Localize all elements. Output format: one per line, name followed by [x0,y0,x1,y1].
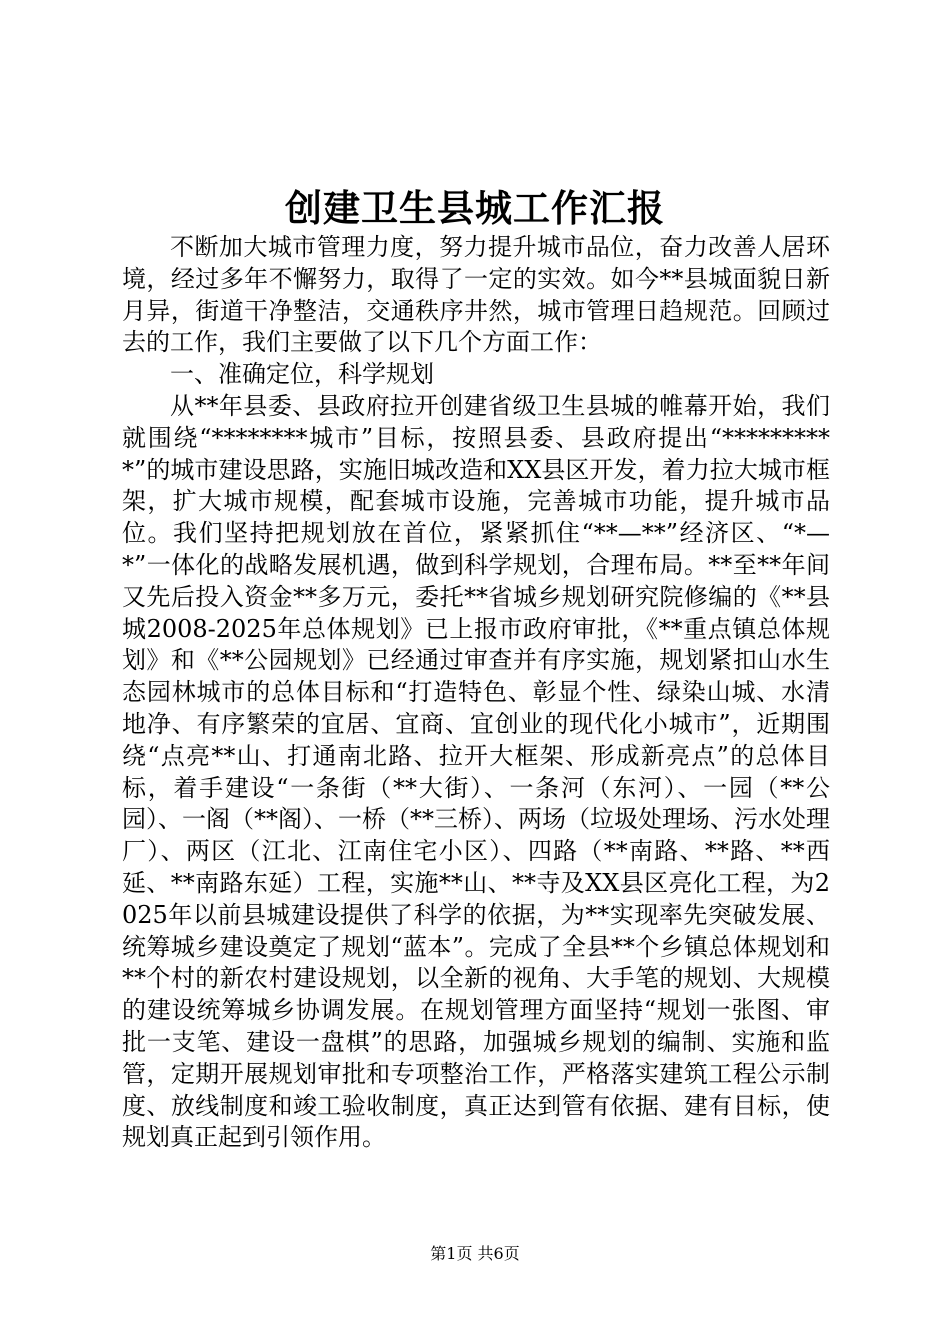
document-body [122,232,830,1154]
section-heading: 一、准确定位，科学规划 [170,360,434,389]
document-title: 创建卫生县城工作汇报 [285,186,665,230]
section-paragraph: 从**年县委、县政府拉开创建省级卫生县城的帷幕开始，我们就围绕“********城市”目标，按照县委、县政府提出“**********”的城市建设思路，实施旧城改造和XX县区开发，着力拉大城市框架，扩大城市规模，配套城市设施，完善城市功能，提升城市品位。我们坚持把规划放在首位，紧紧抓住“**—**”经济区、“*—*”一体化的战略发展机遇，做到科学规划，合理布局。**至**年间又先后投入资金**多万元，委托**省城乡规划研究院修编的《**县城2008-2025年总体规划》已上报市政府审批，《**重点镇总体规划》和《**公园规划》已经通过审查并有序实施，规划紧扣山水生态园林城市的总体目标和“打造特色、彰显个性、绿染山城、水清地净、有序繁荣的宜居、宜商、宜创业的现代化小城市”，近期围绕“点亮**山、打通南北路、拉开大框架、形成新亮点”的总体目标，着手建设“一条街（**大街）、一条河（东河）、一园（**公园）、一阁（**阁）、一桥（**三桥）、两场（垃圾处理场、污水处理厂）、两区（江北、江南住宅小区）、四路（**南路、**路、**西延、**南路东延）工程，实施**山、**寺及XX县区亮化工程，为2025年以前县城建设提供了科学的依据，为**实现率先突破发展、统筹城乡建设奠定了规划“蓝本”。完成了全县**个乡镇总体规划和**个村的新农村建设规划，以全新的视角、大手笔的规划、大规模的建设统筹城乡协调发展。在规划管理方面坚持“规划一张图、审批一支笔、建设一盘棋”的思路，加强城乡规划的编制、实施和监管，定期开展规划审批和专项整治工作，严格落实建筑工程公示制度、放线制度和竣工验收制度，真正达到管有依据、建有目标，使规划真正起到引领作用。 [122,391,830,1152]
intro-paragraph: 不断加大城市管理力度，努力提升城市品位，奋力改善人居环境，经过多年不懈努力，取得了一定的实效。如今**县城面貌日新月异，街道干净整洁，交通秩序井然，城市管理日趋规范。回顾过去的工作，我们主要做了以下几个方面工作： [122,233,830,357]
page-footer: 第1页 共6页 [430,1244,520,1263]
